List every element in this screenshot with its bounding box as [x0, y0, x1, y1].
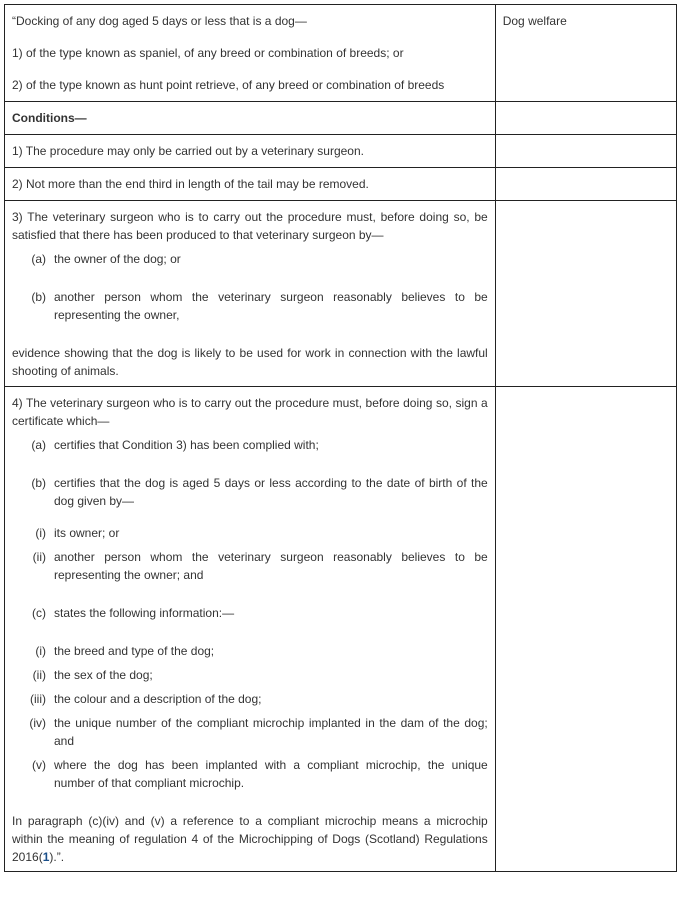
table-row-condition-4	[5, 387, 677, 872]
condition-3-outro: evidence showing that the dog is likely to be used for work in connection with the lawful shooting of animals.	[12, 346, 488, 378]
item-label: (i)	[35, 644, 46, 658]
condition-2-text: 2) Not more than the end third in length of the tail may be removed.	[12, 177, 369, 191]
item-text: its owner; or	[54, 526, 120, 540]
item-text: the colour and a description of the dog;	[54, 692, 262, 706]
empty-cell	[495, 387, 676, 872]
footnote-link[interactable]: 1	[42, 850, 50, 864]
purpose-cell	[495, 5, 676, 102]
list-item	[12, 288, 488, 324]
procedure-type-2: 2) of the type known as hunt point retrieve, of any breed or combination of breeds	[12, 78, 445, 92]
item-text: where the dog has been implanted with a compliant microchip, the unique number of that compliant microchip.	[54, 758, 488, 790]
item-label: (iv)	[29, 716, 46, 730]
empty-cell	[495, 102, 676, 135]
item-text: certifies that Condition 3) has been complied with;	[54, 438, 319, 452]
item-label: (b)	[31, 476, 46, 490]
item-text: the unique number of the compliant microchip implanted in the dam of the dog; and	[54, 716, 488, 748]
empty-cell	[495, 168, 676, 201]
procedure-title: “Docking of any dog aged 5 days or less that is a dog—	[12, 14, 307, 28]
table-row-procedure	[5, 5, 677, 102]
empty-cell	[495, 201, 676, 387]
item-text: the owner of the dog; or	[54, 252, 181, 266]
table-row-conditions-heading	[5, 102, 677, 135]
table-row-condition-2	[5, 168, 677, 201]
conditions-heading: Conditions—	[12, 111, 87, 125]
purpose-text: Dog welfare	[502, 14, 567, 28]
condition-1-cell	[5, 135, 496, 168]
list-item	[12, 604, 488, 622]
item-label: (v)	[32, 758, 46, 772]
condition-4-cell	[5, 387, 496, 872]
conditions-heading-cell	[5, 102, 496, 135]
list-item	[12, 714, 488, 750]
legislation-table	[4, 4, 677, 872]
table-row-condition-3	[5, 201, 677, 387]
procedure-type-1: 1) of the type known as spaniel, of any breed or combination of breeds; or	[12, 46, 404, 60]
item-label: (c)	[32, 606, 46, 620]
condition-2-cell	[5, 168, 496, 201]
list-item	[12, 642, 488, 660]
item-text: the breed and type of the dog;	[54, 644, 215, 658]
item-label: (a)	[31, 438, 46, 452]
condition-4-outro	[12, 812, 488, 866]
item-text: another person whom the veterinary surgeon reasonably believes to be representing the owner; and	[54, 550, 488, 582]
condition-3-cell	[5, 201, 496, 387]
list-item	[12, 690, 488, 708]
list-item	[12, 666, 488, 684]
outro-text: In paragraph (c)(iv) and (v) a reference to a compliant microchip means a microchip within the meaning of regulation 4 of the Microchipping of Dogs (Scotland) Regulations 2016(	[12, 814, 488, 864]
procedure-cell	[5, 5, 496, 102]
item-text: certifies that the dog is aged 5 days or less according to the date of birth of the dog given by—	[54, 476, 488, 508]
list-item	[12, 250, 488, 268]
item-label: (iii)	[30, 692, 46, 706]
outro-end: ).”.	[49, 850, 65, 864]
item-text: another person whom the veterinary surgeon reasonably believes to be representing the owner,	[54, 290, 488, 322]
list-item	[12, 548, 488, 584]
list-item	[12, 756, 488, 792]
condition-4-intro: 4) The veterinary surgeon who is to carry out the procedure must, before doing so, sign a certificate which—	[12, 396, 488, 428]
item-label: (ii)	[32, 668, 46, 682]
condition-3-intro: 3) The veterinary surgeon who is to carry out the procedure must, before doing so, be satisfied that there has been produced to that veterinary surgeon by—	[12, 210, 488, 242]
list-item	[12, 524, 488, 542]
item-text: the sex of the dog;	[54, 668, 153, 682]
table-row-condition-1	[5, 135, 677, 168]
item-label: (b)	[31, 290, 46, 304]
item-label: (ii)	[32, 550, 46, 564]
list-item	[12, 474, 488, 510]
condition-1-text: 1) The procedure may only be carried out by a veterinary surgeon.	[12, 144, 364, 158]
empty-cell	[495, 135, 676, 168]
item-label: (a)	[31, 252, 46, 266]
list-item	[12, 436, 488, 454]
item-text: states the following information:—	[54, 606, 235, 620]
item-label: (i)	[35, 526, 46, 540]
